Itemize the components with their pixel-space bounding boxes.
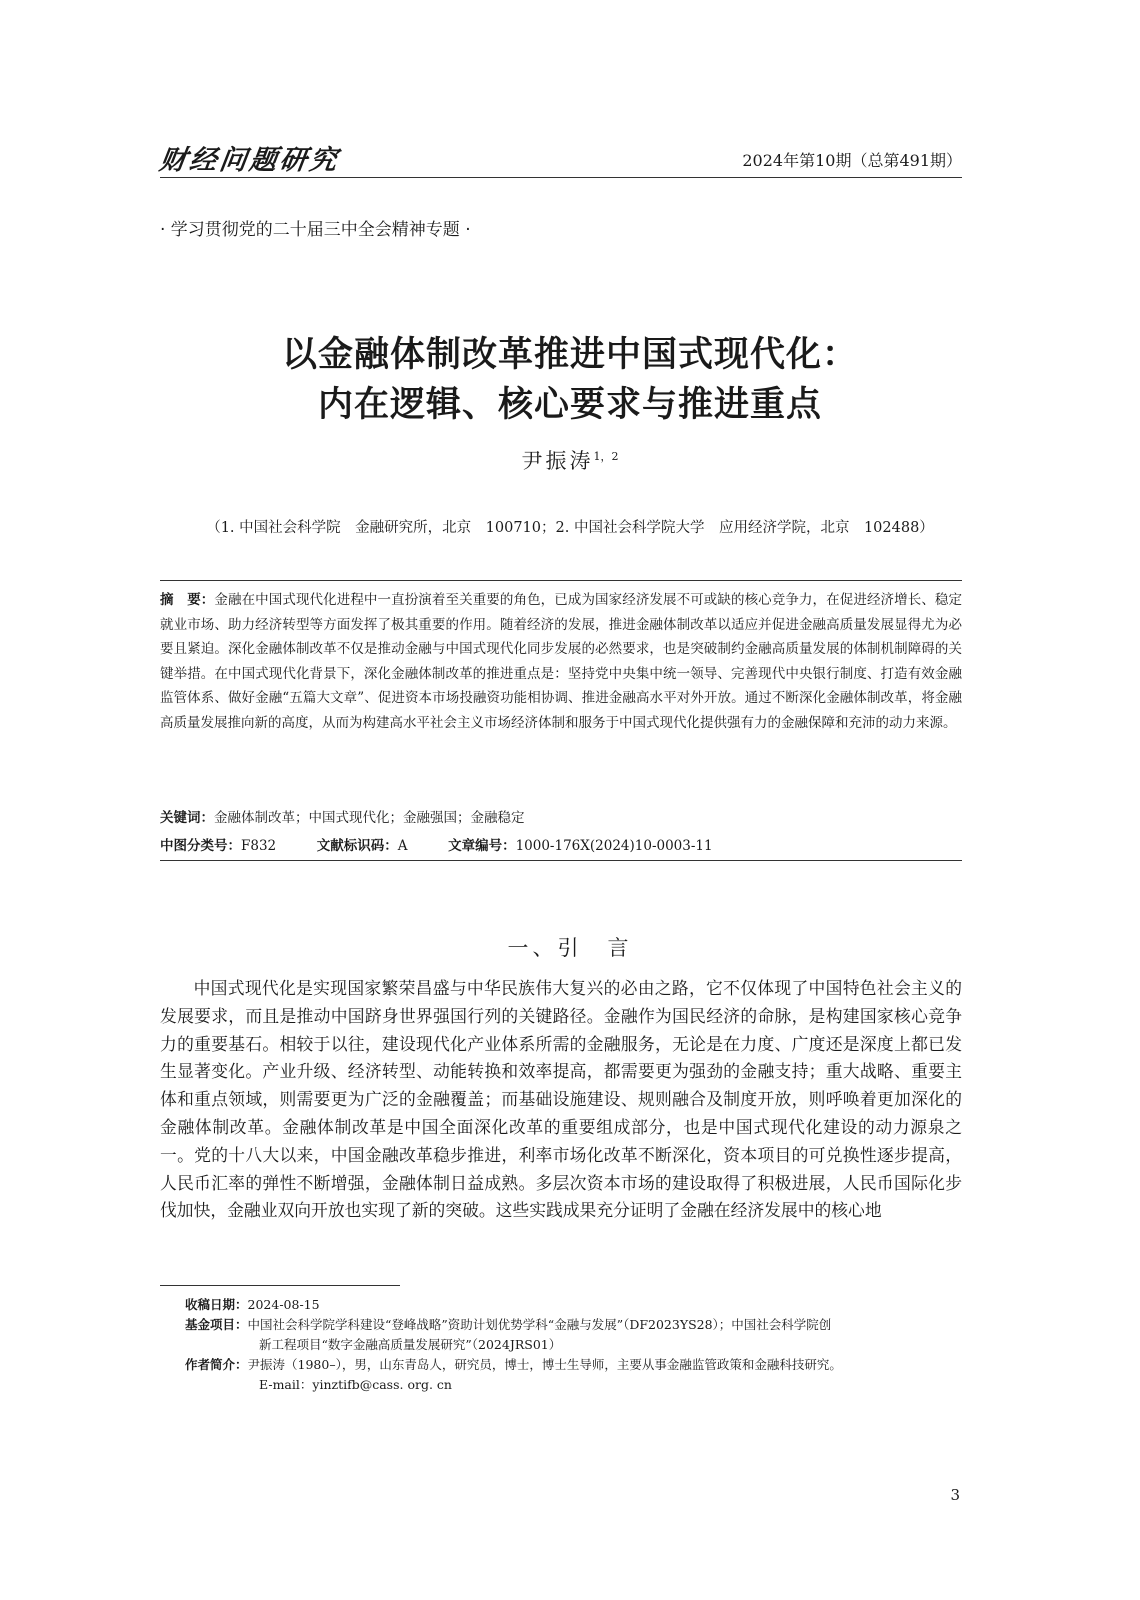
abstract-bottom-rule (160, 860, 962, 861)
fund-line-1: 中国社会科学院学科建设“登峰战略”资助计划优势学科“金融与发展”（DF2023YS28）；中国社会科学院创 (247, 1317, 832, 1332)
abstract-text: 金融在中国式现代化进程中一直扮演着至关重要的角色，已成为国家经济发展不可或缺的核心竞争力，在促进经济增长、稳定就业市场、助力经济转型等方面发挥了极其重要的作用。随着经济的发展，推进金融体制改革以适应并促进金融高质量发展显得尤为必要且紧迫。深化金融体制改革不仅是推动金融与中国式现代化同步发展的必然要求，也是突破制约金融高质量发展的体制机制障碍的关键举措。在中国式现代化背景下，深化金融体制改革的推进重点是：坚持党中央集中统一领导、完善现代中央银行制度、打造有效金融监管体系、做好金融“五篇大文章”、促进资本市场投融资功能相协调、推进金融高水平对外开放。通过不断深化金融体制改革，将金融高质量发展推向新的高度，从而为构建高水平社会主义市场经济体制和服务于中国式现代化提供强有力的金融保障和充沛的动力来源。 (160, 592, 963, 731)
classification-row (160, 834, 962, 854)
page-number: 3 (950, 1486, 960, 1504)
doc-code-value: A (397, 838, 408, 854)
abstract (160, 588, 962, 736)
title-line-2: 内在逻辑、核心要求与推进重点 (317, 385, 822, 425)
article-number-value: 1000-176X(2024)10-0003-11 (515, 838, 713, 854)
body-paragraph: 中国式现代化是实现国家繁荣昌盛与中华民族伟大复兴的必由之路，它不仅体现了中国特色社会主义的发展要求，而且是推动中国跻身世界强国行列的关键路径。金融作为国民经济的命脉，是构建国家核心竞争力的重要基石。相较于以往，建设现代化产业体系所需的金融服务，无论是在力度、广度还是深度上都已发生显著变化。产业升级、经济转型、动能转换和效率提高，都需要更为强劲的金融支持；重大战略、重要主体和重点领域，则需要更为广泛的金融覆盖；而基础设施建设、规则融合及制度开放，则呼唤着更加深化的金融体制改革。金融体制改革是中国全面深化改革的重要组成部分，也是中国式现代化建设的动力源泉之一。党的十八大以来，中国金融改革稳步推进，利率市场化改革不断深化，资本项目的可兑换性逐步提高，人民币汇率的弹性不断增强，金融体制日益成熟。多层次资本市场的建设取得了积极进展，人民币国际化步伐加快，金融业双向开放也实现了新的突破。这些实践成果充分证明了金融在经济发展中的核心地 (160, 978, 962, 1221)
keywords-label: 关键词： (160, 810, 214, 826)
author-bio-line-2: E-mail：yinztifb@cass. org. cn (259, 1377, 452, 1392)
keywords-text: 金融体制改革；中国式现代化；金融强国；金融稳定 (214, 810, 525, 826)
footnote-rule (160, 1285, 400, 1286)
author-name: 尹振涛 (521, 449, 594, 473)
abstract-top-rule (160, 580, 962, 581)
doc-code-label: 文献标识码： (316, 838, 398, 854)
fund-label: 基金项目： (185, 1317, 248, 1332)
abstract-label: 摘 要： (160, 592, 215, 608)
clc-value: F832 (241, 838, 277, 854)
header-rule (160, 177, 962, 178)
body-text (160, 975, 962, 1225)
title-line-1: 以金融体制改革推进中国式现代化： (281, 335, 858, 375)
author (0, 445, 1140, 475)
journal-logo: 财经问题研究 (157, 145, 342, 176)
footnote-received (185, 1295, 965, 1315)
clc-label: 中图分类号： (160, 838, 241, 854)
keywords (160, 806, 962, 826)
footnote-author (185, 1355, 965, 1395)
fund-line-2: 新工程项目“数字金融高质量发展研究”（2024JRS01） (259, 1337, 562, 1352)
section-heading: 一、引 言 (507, 936, 633, 960)
issue-info: 2024年第10期（总第491期） (742, 151, 962, 170)
author-bio-label: 作者简介： (185, 1357, 248, 1372)
footnote-fund (185, 1315, 965, 1355)
author-bio-line-1: 尹振涛（1980–），男，山东青岛人，研究员，博士，博士生导师，主要从事金融监管政策和金融科技研究。 (247, 1357, 842, 1372)
received-date: 2024-08-15 (247, 1297, 320, 1312)
received-label: 收稿日期： (185, 1297, 248, 1312)
special-topic: · 学习贯彻党的二十届三中全会精神专题 · (160, 220, 471, 240)
author-affil-marks: 1，2 (593, 450, 619, 463)
article-number-label: 文章编号： (448, 838, 516, 854)
affiliation: （1. 中国社会科学院 金融研究所，北京 100710；2. 中国社会科学院大学 应用经济学院，北京 102488） (206, 520, 934, 536)
